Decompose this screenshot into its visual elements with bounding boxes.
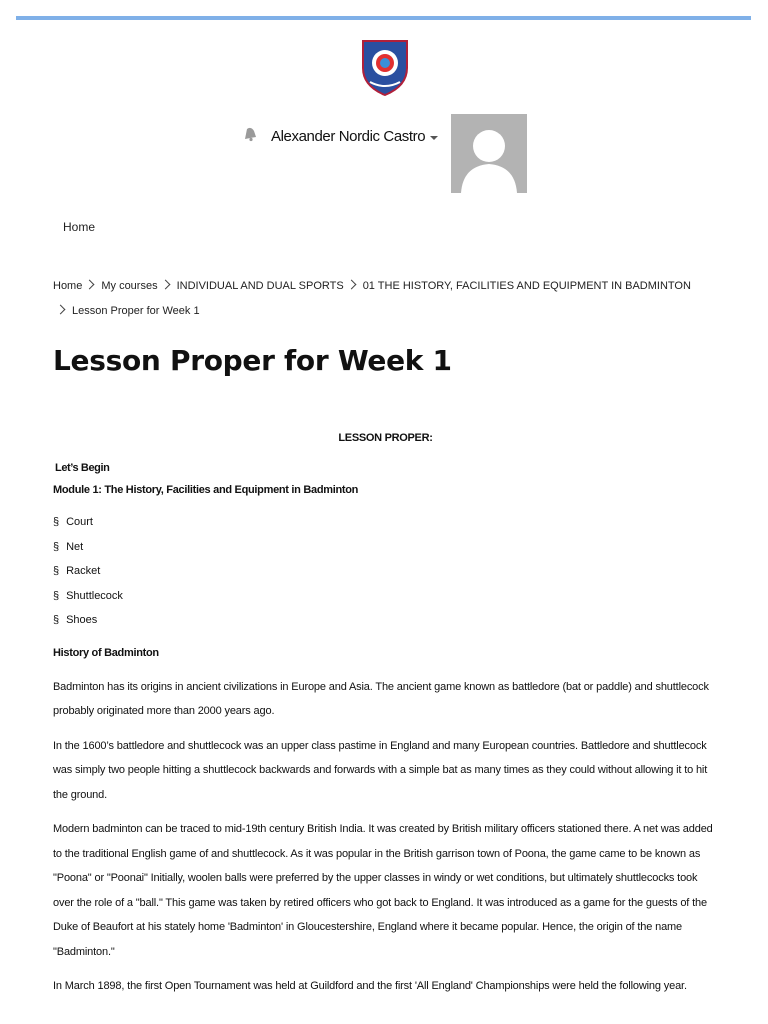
lesson-content: [53, 432, 718, 1009]
breadcrumb-my-courses[interactable]: My courses: [101, 280, 158, 292]
breadcrumb-current: Lesson Proper for Week 1: [72, 305, 200, 317]
history-heading: History of Badminton: [53, 646, 159, 659]
school-shield-logo[interactable]: [360, 38, 410, 96]
lesson-heading: LESSON PROPER:: [338, 432, 433, 444]
lets-begin-label: Let’s Begin: [55, 462, 110, 474]
paragraph: In the 1600’s battledore and shuttlecock was an upper class pastime in England and many European countries. Battledore and shuttlecock was simply two people hitting a shuttlecock backwards and forwards with a simple bat as many times as they could without allowing it to hit the ground.: [53, 739, 708, 801]
list-item: § Shuttlecock: [53, 589, 123, 602]
user-name[interactable]: Alexander Nordic Castro: [271, 128, 426, 145]
paragraph: In March 1898, the first Open Tournament was held at Guildford and the first 'All England' Championships were held the following year.: [53, 980, 687, 992]
chevron-right-icon: [85, 280, 95, 290]
default-avatar-icon: [451, 114, 527, 193]
paragraph: Badminton has its origins in ancient civilizations in Europe and Asia. The ancient game known as battledore (bat or paddle) and shuttlecock probably originated more than 2000 years ago.: [53, 680, 709, 717]
breadcrumb-course[interactable]: INDIVIDUAL AND DUAL SPORTS: [176, 280, 344, 292]
page-title: Lesson Proper for Week 1: [53, 344, 452, 377]
nav-home-link[interactable]: Home: [63, 220, 96, 234]
list-item: § Court: [53, 516, 93, 528]
chevron-down-icon[interactable]: [430, 136, 438, 140]
breadcrumb-section[interactable]: 01 THE HISTORY, FACILITIES AND EQUIPMENT IN BADMINTON: [362, 280, 691, 292]
topic-list: [53, 514, 718, 637]
chevron-right-icon: [56, 305, 66, 315]
breadcrumb: [53, 274, 703, 324]
breadcrumb-home[interactable]: Home: [53, 280, 83, 292]
bell-icon[interactable]: [242, 126, 258, 142]
chevron-right-icon: [160, 280, 170, 290]
avatar[interactable]: [451, 114, 527, 193]
list-item: § Racket: [53, 565, 101, 577]
top-accent-bar: [16, 16, 751, 20]
list-item: § Net: [53, 540, 84, 553]
paragraph: Modern badminton can be traced to mid-19th century British India. It was created by British military officers stationed there. A net was added to the traditional English game of and shuttlecock. As it was popular in the British garrison town of Poona, the game came to be known as "Poona" or "Poonai" Initially, woolen balls were preferred by the upper classes in windy or wet conditions, but ultimately shuttlecocks took over the role of a "ball." This game was taken by retired officers who got back to England. It was introduced as a game for the guests of the Duke of Beaufort at his stately home 'Badminton' in Gloucestershire, England where it became popular. Hence, the origin of the name "Badminton.": [53, 823, 713, 958]
module-title: Module 1: The History, Facilities and Equipment in Badminton: [53, 484, 359, 496]
user-menu[interactable]: [240, 114, 540, 196]
list-item: § Shoes: [53, 614, 98, 626]
chevron-right-icon: [346, 280, 356, 290]
